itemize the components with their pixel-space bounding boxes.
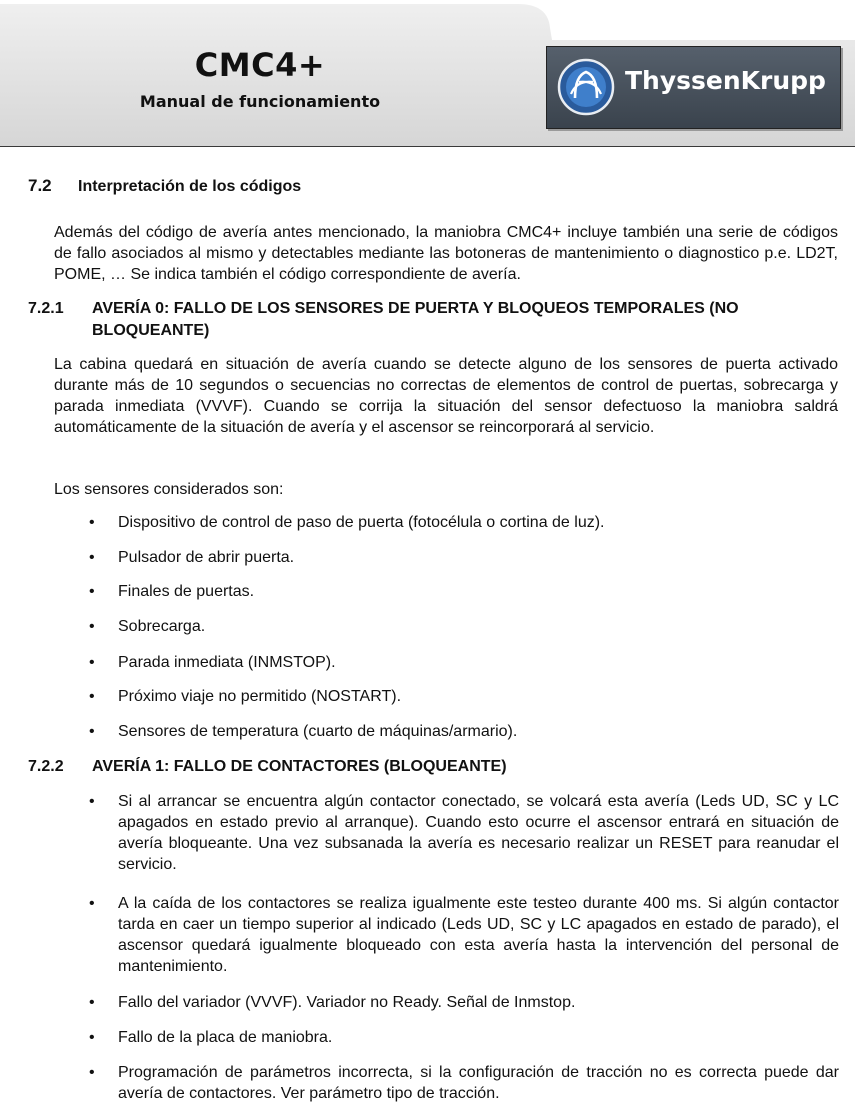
list-item: • A la caída de los contactores se realiza igualmente este testeo durante 400 ms. Si algún contactor tarda en caer un tiempo superior al indicado (Leds UD, SC y LC apagados en estado de parado), el ascensor quedará igualmente bloqueado con esta avería hasta la intervención del personal de mantenimiento. xyxy=(89,895,839,975)
subsection-number: 7.2.2 xyxy=(28,758,64,775)
bullet-icon: • xyxy=(89,723,95,740)
bullet-icon: • xyxy=(89,793,95,810)
list-item: • Programación de parámetros incorrecta, si la configuración de tracción no es correcta puede dar avería de contactores. Ver parámetro tipo de tracción. xyxy=(89,1064,839,1102)
list-item: • Parada inmediata (INMSTOP). xyxy=(89,654,336,671)
bullet-icon: • xyxy=(89,514,95,531)
subsection-number: 7.2.1 xyxy=(28,300,64,317)
bullet-icon: • xyxy=(89,549,95,566)
list-item: • Fallo del variador (VVVF). Variador no Ready. Señal de Inmstop. xyxy=(89,994,576,1011)
section-title: Interpretación de los códigos xyxy=(78,178,302,195)
bullet-icon: • xyxy=(89,895,95,912)
thyssenkrupp-arches-icon xyxy=(557,58,615,116)
list-item: • Dispositivo de control de paso de puerta (fotocélula o cortina de luz). xyxy=(89,514,605,531)
section-heading xyxy=(28,176,301,196)
subsection-title: AVERÍA 1: FALLO DE CONTACTORES (BLOQUEANTE) xyxy=(92,758,507,775)
thyssenkrupp-logo xyxy=(546,46,841,129)
list-item: • Pulsador de abrir puerta. xyxy=(89,549,295,566)
list-item: • Fallo de la placa de maniobra. xyxy=(89,1029,333,1046)
bullet-icon: • xyxy=(89,1064,95,1081)
header-divider xyxy=(0,146,855,147)
bullet-icon: • xyxy=(89,654,95,671)
subsection-title: AVERÍA 0: FALLO DE LOS SENSORES DE PUERTA Y BLOQUEOS TEMPORALES (NO BLOQUEANTE) xyxy=(92,300,739,339)
page-header xyxy=(0,0,855,148)
section-number: 7.2 xyxy=(28,176,52,195)
document-title: CMC4+ xyxy=(194,46,326,84)
bullet-icon: • xyxy=(89,583,95,600)
subsection-paragraph: La cabina quedará en situación de avería cuando se detecte alguno de los sensores de puerta activado durante más de 10 segundos o secuencias no correctas de elementos de control de puertas, sobrecarga y parada inmediata (VVVF). Cuando se corrija la situación del sensor defectuoso la maniobra saldrá automáticamente de la situación de avería y el ascensor se reincorporará al servicio. xyxy=(54,356,838,436)
document-subtitle: Manual de funcionamiento xyxy=(139,92,381,111)
list-item: • Sensores de temperatura (cuarto de máquinas/armario). xyxy=(89,723,518,740)
subsection-heading-7-2-1 xyxy=(28,298,828,342)
list-item: • Si al arrancar se encuentra algún contactor conectado, se volcará esta avería (Leds UD, SC y LC apagados en estado previo al arranque). Cuando esto ocurre el ascensor entrará en situación de avería bloqueante. Una vez subsanada la avería es necesario realizar un RESET para reanudar el servicio. xyxy=(89,793,839,873)
bullet-icon: • xyxy=(89,994,95,1011)
section-intro-paragraph: Además del código de avería antes mencionado, la maniobra CMC4+ incluye también una serie de códigos de fallo asociados al mismo y detectables mediante las botoneras de mantenimiento o diagnostico p.e. LD2T, POME, … Se indica también el código correspondiente de avería. xyxy=(54,224,838,283)
subsection-heading-7-2-2 xyxy=(28,756,828,778)
bullet-icon: • xyxy=(89,688,95,705)
bullet-icon: • xyxy=(89,1029,95,1046)
list-item: • Próximo viaje no permitido (NOSTART). xyxy=(89,688,402,705)
bullet-icon: • xyxy=(89,618,95,635)
sensor-list-intro: Los sensores considerados son: xyxy=(54,481,284,498)
logo-wordmark: ThyssenKrupp xyxy=(625,66,826,95)
list-item: • Finales de puertas. xyxy=(89,583,255,600)
list-item: • Sobrecarga. xyxy=(89,618,206,635)
